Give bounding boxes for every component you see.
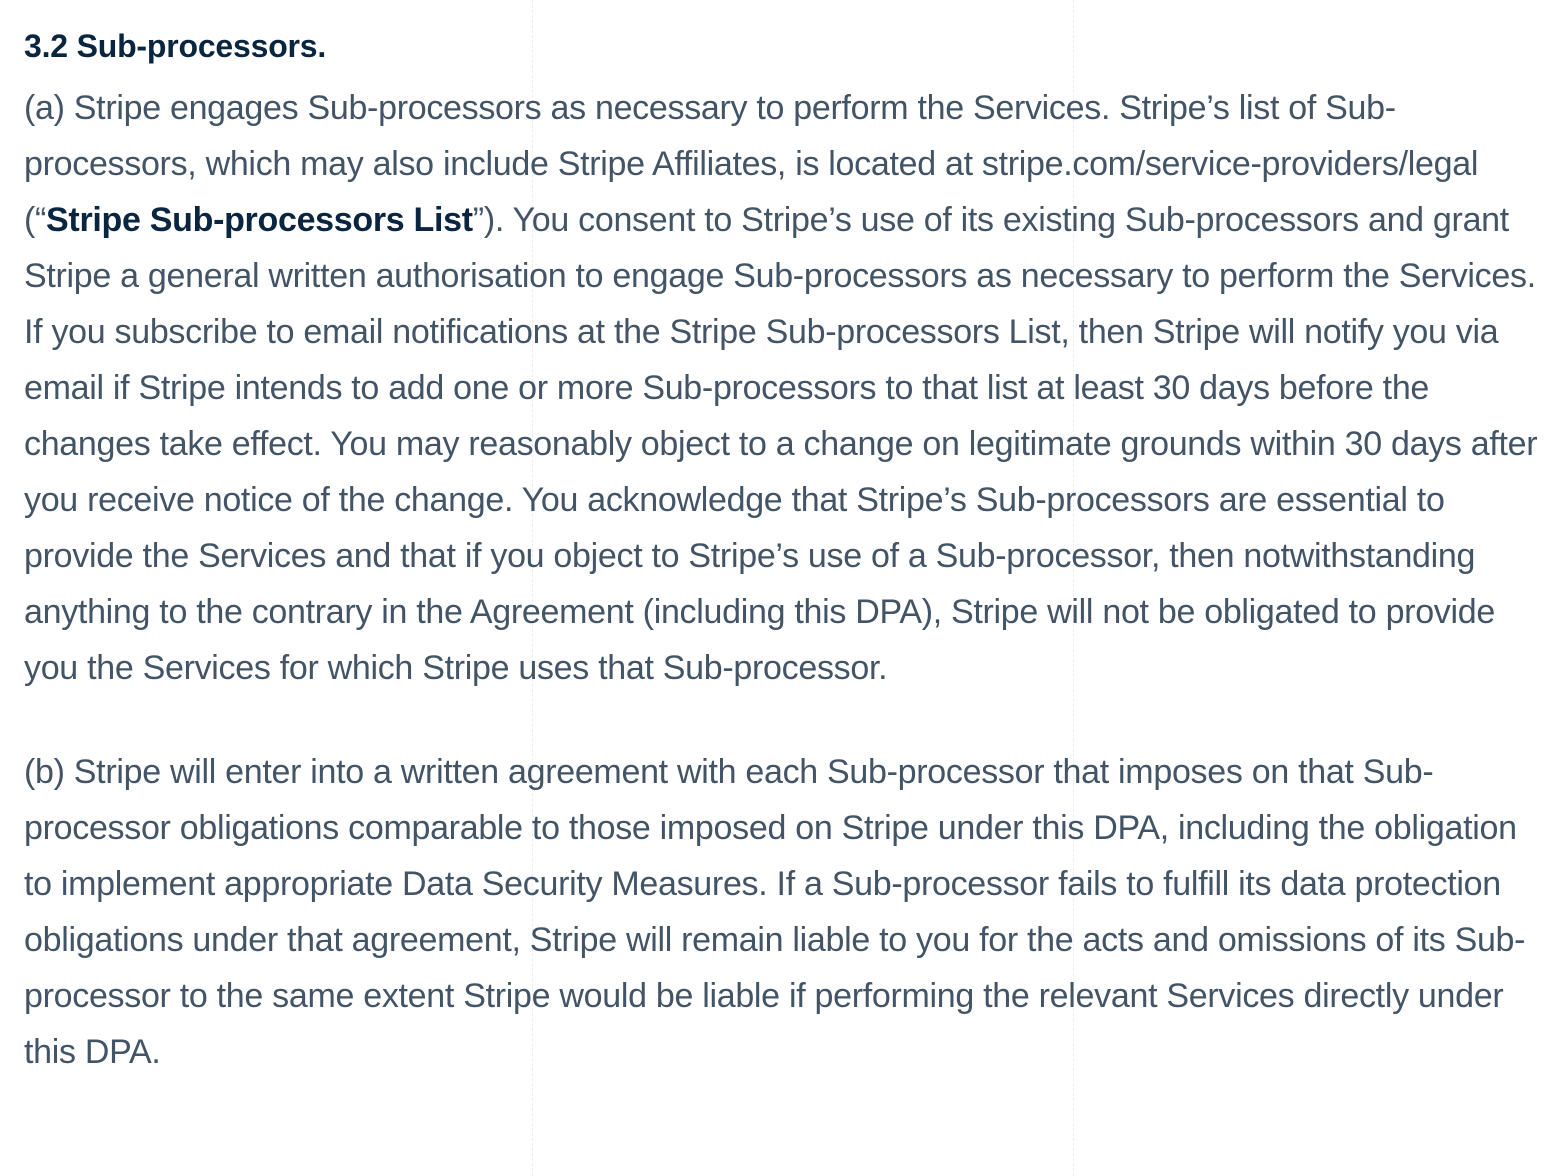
legal-section <box>24 24 1542 1080</box>
paragraph-b: (b) Stripe will enter into a written agreement with each Sub-processor that imposes on that Sub-processor obligations comparable to those imposed on Stripe under this DPA, including the obligation to implement appropriate Data Security Measures. If a Sub-processor fails to fulfill its data protection obligations under that agreement, Stripe will remain liable to you for the acts and omissions of its Sub-processor to the same extent Stripe would be liable if performing the relevant Services directly under this DPA. <box>24 753 1526 1071</box>
section-heading: 3.2 Sub-processors. <box>24 28 327 64</box>
defined-term-sub-processors-list: Stripe Sub-processors List <box>46 201 473 239</box>
paragraph-a <box>24 80 1542 696</box>
paragraph-a-text-start: (a) Stripe engages Sub-processors as necessary to perform the Services. Stripe’s list of Sub-processors, which may also include Stripe Affiliates, is located at stripe.com/service-providers/legal (“ <box>24 89 1479 239</box>
paragraph-a-text-end: ”). You consent to Stripe’s use of its existing Sub-processors and grant Stripe a general written authorisation to engage Sub-processors as necessary to perform the Services. If you subscribe to email notifications at the Stripe Sub-processors List, then Stripe will notify you via email if Stripe intends to add one or more Sub-processors to that list at least 30 days before the changes take effect. You may reasonably object to a change on legitimate grounds within 30 days after you receive notice of the change. You acknowledge that Stripe’s Sub-processors are essential to provide the Services and that if you object to Stripe’s use of a Sub-processor, then notwithstanding anything to the contrary in the Agreement (including this DPA), Stripe will not be obligated to provide you the Services for which Stripe uses that Sub-processor. <box>24 201 1538 687</box>
